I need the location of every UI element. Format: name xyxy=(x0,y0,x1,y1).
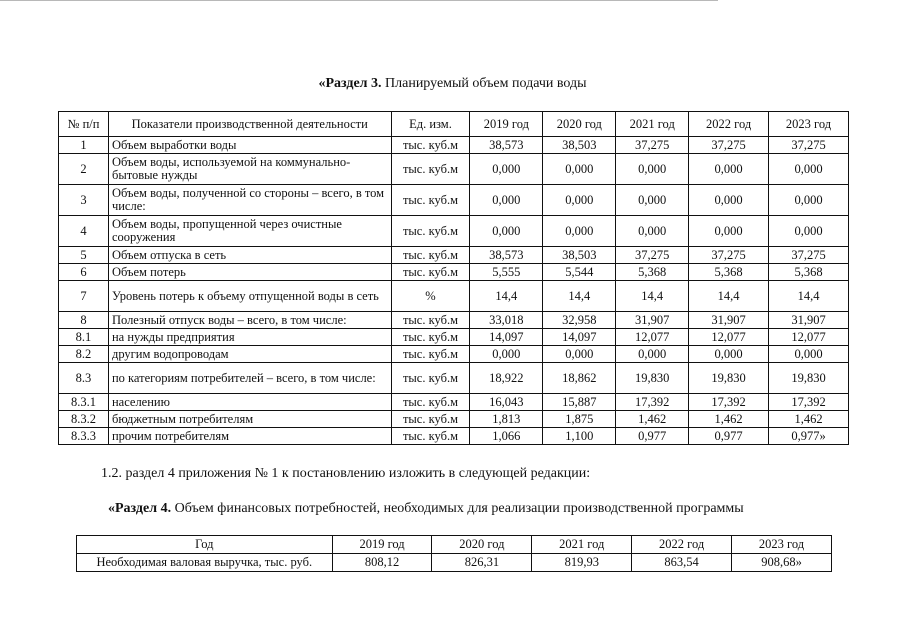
table-cell: 1,813 xyxy=(470,411,543,428)
table-cell: 0,977 xyxy=(616,428,689,445)
table-cell: 18,922 xyxy=(470,363,543,394)
table-cell: на нужды предприятия xyxy=(108,329,391,346)
table-cell: тыс. куб.м xyxy=(391,247,470,264)
table-cell: тыс. куб.м xyxy=(391,154,470,185)
table-cell: 3 xyxy=(59,185,109,216)
table-cell: 0,000 xyxy=(543,216,616,247)
table-cell: тыс. куб.м xyxy=(391,428,470,445)
table-cell: 0,000 xyxy=(689,154,769,185)
table-row xyxy=(59,428,849,445)
table-cell: 2 xyxy=(59,154,109,185)
table-cell: 6 xyxy=(59,264,109,281)
table-cell: 0,000 xyxy=(616,185,689,216)
col-header-2019: 2019 год xyxy=(332,536,432,554)
table-cell: 38,503 xyxy=(543,247,616,264)
table-cell: 0,000 xyxy=(689,216,769,247)
col-header-number: № п/п xyxy=(59,112,109,137)
table-cell: Полезный отпуск воды – всего, в том числе: xyxy=(108,312,391,329)
table-cell: тыс. куб.м xyxy=(391,312,470,329)
table-cell: 0,000 xyxy=(689,346,769,363)
table-cell: 33,018 xyxy=(470,312,543,329)
table-cell: 0,000 xyxy=(543,346,616,363)
table-cell: 16,043 xyxy=(470,394,543,411)
table-cell: 5,368 xyxy=(616,264,689,281)
table-cell: 863,54 xyxy=(632,554,732,572)
table-header-row xyxy=(59,112,849,137)
table-cell: 37,275 xyxy=(616,137,689,154)
table-cell: 12,077 xyxy=(616,329,689,346)
col-header-unit: Ед. изм. xyxy=(391,112,470,137)
table-cell: 819,93 xyxy=(532,554,632,572)
table-cell: 5,368 xyxy=(769,264,849,281)
table-cell: 808,12 xyxy=(332,554,432,572)
table-cell: 0,000 xyxy=(616,216,689,247)
table-row xyxy=(59,216,849,247)
table-cell: Объем потерь xyxy=(108,264,391,281)
table-cell: 17,392 xyxy=(689,394,769,411)
table-cell: 19,830 xyxy=(616,363,689,394)
table-cell: тыс. куб.м xyxy=(391,363,470,394)
table-cell: 8.2 xyxy=(59,346,109,363)
table-cell: 8.3.3 xyxy=(59,428,109,445)
table-row xyxy=(59,329,849,346)
table-cell: 0,977 xyxy=(689,428,769,445)
table-cell: 37,275 xyxy=(689,247,769,264)
table-cell: 0,000 xyxy=(616,154,689,185)
financial-needs-table xyxy=(76,535,832,572)
table-cell: 38,573 xyxy=(470,247,543,264)
table-cell: 0,000 xyxy=(769,216,849,247)
table-cell: 19,830 xyxy=(769,363,849,394)
table-cell: 4 xyxy=(59,216,109,247)
table-cell: 1,462 xyxy=(769,411,849,428)
table-cell: 8.3.1 xyxy=(59,394,109,411)
table-row xyxy=(59,137,849,154)
table-cell: тыс. куб.м xyxy=(391,264,470,281)
amendment-paragraph: 1.2. раздел 4 приложения № 1 к постановлению изложить в следующей редакции: xyxy=(101,466,591,481)
table-cell: 1,100 xyxy=(543,428,616,445)
table-cell: 17,392 xyxy=(616,394,689,411)
col-header-2021: 2021 год xyxy=(532,536,632,554)
col-header-2023: 2023 год xyxy=(732,536,832,554)
table-cell: 5,555 xyxy=(470,264,543,281)
table-cell: 14,097 xyxy=(543,329,616,346)
col-header-2023: 2023 год xyxy=(769,112,849,137)
table-cell: тыс. куб.м xyxy=(391,216,470,247)
table-row xyxy=(59,185,849,216)
table-cell: 0,977» xyxy=(769,428,849,445)
table-header-row xyxy=(77,536,832,554)
table-cell: 826,31 xyxy=(432,554,532,572)
table-cell: 1,066 xyxy=(470,428,543,445)
table-cell: Объем отпуска в сеть xyxy=(108,247,391,264)
table-cell: тыс. куб.м xyxy=(391,329,470,346)
table-cell: 37,275 xyxy=(769,137,849,154)
table-cell: 1,875 xyxy=(543,411,616,428)
table-row xyxy=(59,411,849,428)
table-cell: Объем выработки воды xyxy=(108,137,391,154)
table-cell: Объем воды, используемой на коммунально-бытовые нужды xyxy=(108,154,391,185)
table-cell: бюджетным потребителям xyxy=(108,411,391,428)
table-cell: % xyxy=(391,281,470,312)
table-cell: 908,68» xyxy=(732,554,832,572)
table-cell: 37,275 xyxy=(616,247,689,264)
table-cell: 18,862 xyxy=(543,363,616,394)
table-row xyxy=(59,394,849,411)
table-row xyxy=(59,264,849,281)
table-cell: 8 xyxy=(59,312,109,329)
table-cell: 32,958 xyxy=(543,312,616,329)
table-row xyxy=(77,554,832,572)
table-cell: 8.1 xyxy=(59,329,109,346)
table-cell: 12,077 xyxy=(689,329,769,346)
table-cell: 14,097 xyxy=(470,329,543,346)
table-row xyxy=(59,363,849,394)
table-cell: по категориям потребителей – всего, в том числе: xyxy=(108,363,391,394)
table-cell: 14,4 xyxy=(769,281,849,312)
col-header-2022: 2022 год xyxy=(632,536,732,554)
table-cell: 31,907 xyxy=(689,312,769,329)
table-cell: 14,4 xyxy=(470,281,543,312)
col-header-2022: 2022 год xyxy=(689,112,769,137)
table-cell: 15,887 xyxy=(543,394,616,411)
section-3-title: «Раздел 3. Планируемый объем подачи воды xyxy=(318,76,587,91)
table-cell: 31,907 xyxy=(769,312,849,329)
table-row xyxy=(59,312,849,329)
table-cell: 1 xyxy=(59,137,109,154)
table-cell: 0,000 xyxy=(470,185,543,216)
table-cell: 0,000 xyxy=(470,154,543,185)
table-cell: 7 xyxy=(59,281,109,312)
table-cell: 5 xyxy=(59,247,109,264)
table-cell: Объем воды, полученной со стороны – всего, в том числе: xyxy=(108,185,391,216)
col-header-2019: 2019 год xyxy=(470,112,543,137)
table-cell: 14,4 xyxy=(616,281,689,312)
table-cell: 8.3.2 xyxy=(59,411,109,428)
col-header-2020: 2020 год xyxy=(432,536,532,554)
table-cell: 0,000 xyxy=(769,154,849,185)
table-cell: населению xyxy=(108,394,391,411)
table-cell: 0,000 xyxy=(769,185,849,216)
table-cell: 17,392 xyxy=(769,394,849,411)
table-cell: Уровень потерь к объему отпущенной воды в сеть xyxy=(108,281,391,312)
top-rule xyxy=(0,0,718,1)
table-cell: 0,000 xyxy=(543,154,616,185)
table-row xyxy=(59,247,849,264)
table-cell: 5,544 xyxy=(543,264,616,281)
table-row xyxy=(59,154,849,185)
table-cell: тыс. куб.м xyxy=(391,137,470,154)
table-cell: Объем воды, пропущенной через очистные сооружения xyxy=(108,216,391,247)
table-cell: Необходимая валовая выручка, тыс. руб. xyxy=(77,554,333,572)
table-cell: 14,4 xyxy=(689,281,769,312)
col-header-indicator: Показатели производственной деятельности xyxy=(108,112,391,137)
table-cell: прочим потребителям xyxy=(108,428,391,445)
table-cell: 5,368 xyxy=(689,264,769,281)
col-header-year: Год xyxy=(77,536,333,554)
table-cell: 0,000 xyxy=(470,216,543,247)
table-cell: 1,462 xyxy=(616,411,689,428)
water-supply-table xyxy=(58,111,849,445)
table-cell: 0,000 xyxy=(689,185,769,216)
col-header-2021: 2021 год xyxy=(616,112,689,137)
table-cell: 14,4 xyxy=(543,281,616,312)
table-cell: 8.3 xyxy=(59,363,109,394)
table-cell: 0,000 xyxy=(470,346,543,363)
table-cell: 0,000 xyxy=(543,185,616,216)
table-cell: тыс. куб.м xyxy=(391,394,470,411)
table-cell: 1,462 xyxy=(689,411,769,428)
col-header-2020: 2020 год xyxy=(543,112,616,137)
table-row xyxy=(59,346,849,363)
table-row xyxy=(59,281,849,312)
table-cell: другим водопроводам xyxy=(108,346,391,363)
section-4-title: «Раздел 4. Объем финансовых потребностей, необходимых для реализации производственной программы xyxy=(108,501,744,516)
table-cell: 0,000 xyxy=(769,346,849,363)
table-cell: 0,000 xyxy=(616,346,689,363)
table-cell: тыс. куб.м xyxy=(391,411,470,428)
table-cell: 12,077 xyxy=(769,329,849,346)
table-cell: 19,830 xyxy=(689,363,769,394)
table-cell: 38,573 xyxy=(470,137,543,154)
table-cell: тыс. куб.м xyxy=(391,346,470,363)
table-cell: тыс. куб.м xyxy=(391,185,470,216)
table-cell: 38,503 xyxy=(543,137,616,154)
table-cell: 37,275 xyxy=(689,137,769,154)
table-cell: 31,907 xyxy=(616,312,689,329)
table-cell: 37,275 xyxy=(769,247,849,264)
